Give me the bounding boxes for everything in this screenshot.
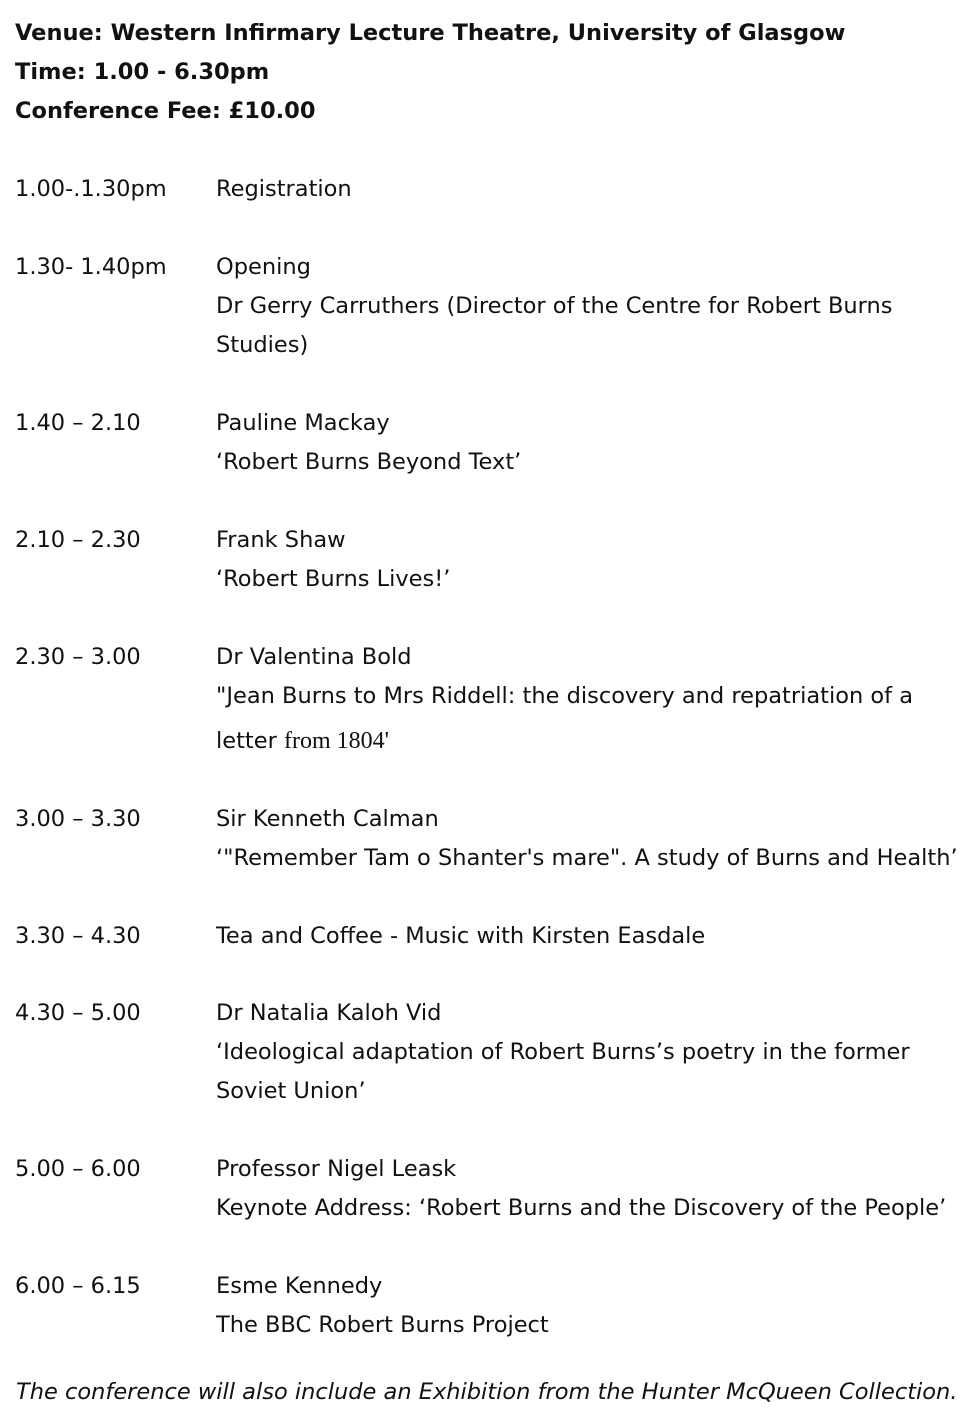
- schedule-time: 1.40 – 2.10: [15, 410, 141, 436]
- schedule-time: 3.00 – 3.30: [15, 806, 141, 832]
- time-line: Time: 1.00 - 6.30pm: [15, 59, 270, 85]
- schedule-line: Studies): [216, 332, 309, 358]
- schedule-time: 1.30- 1.40pm: [15, 254, 167, 280]
- schedule-detail: [216, 521, 956, 599]
- schedule-detail: [216, 1267, 956, 1345]
- schedule-line: Pauline Mackay: [216, 410, 390, 436]
- schedule-detail: [216, 994, 956, 1111]
- schedule-detail: [216, 404, 956, 482]
- schedule-line: ‘"Remember Tam o Shanter's mare". A study of Burns and Health’: [216, 845, 958, 871]
- schedule-time: 3.30 – 4.30: [15, 923, 141, 949]
- schedule-line: ‘Ideological adaptation of Robert Burns’s poetry in the former: [216, 1039, 910, 1065]
- schedule-line: Opening: [216, 254, 311, 280]
- schedule-line: The BBC Robert Burns Project: [216, 1312, 549, 1338]
- schedule-line: Registration: [216, 176, 352, 202]
- schedule-line: Keynote Address: ‘Robert Burns and the Discovery of the People’: [216, 1195, 947, 1221]
- schedule-line: Dr Valentina Bold: [216, 644, 412, 670]
- schedule-line: ‘Robert Burns Lives!’: [216, 566, 451, 592]
- schedule-line: Tea and Coffee - Music with Kirsten Easdale: [216, 923, 706, 949]
- schedule-line: Sir Kenneth Calman: [216, 806, 439, 832]
- venue-line: Venue: Western Infirmary Lecture Theatre, University of Glasgow: [15, 20, 846, 46]
- exhibition-note: The conference will also include an Exhibition from the Hunter McQueen Collection.: [16, 1379, 958, 1405]
- schedule-line: Dr Gerry Carruthers (Director of the Centre for Robert Burns: [216, 293, 893, 319]
- schedule-line: Frank Shaw: [216, 527, 346, 553]
- schedule-detail: [216, 638, 956, 761]
- schedule-time: 2.30 – 3.00: [15, 644, 141, 670]
- schedule-time: 5.00 – 6.00: [15, 1156, 141, 1182]
- schedule-line-part: from 1804': [283, 728, 389, 754]
- schedule-line: Dr Natalia Kaloh Vid: [216, 1000, 442, 1026]
- schedule-detail: [216, 248, 956, 365]
- schedule-line: Soviet Union’: [216, 1078, 366, 1104]
- schedule-line: Professor Nigel Leask: [216, 1156, 457, 1182]
- schedule-detail: [216, 170, 956, 209]
- schedule-line: Esme Kennedy: [216, 1273, 383, 1299]
- schedule-time: 4.30 – 5.00: [15, 1000, 141, 1026]
- schedule-detail: [216, 1150, 956, 1228]
- schedule-line: ‘Robert Burns Beyond Text’: [216, 449, 522, 475]
- schedule-detail: [216, 917, 956, 956]
- schedule-time: 2.10 – 2.30: [15, 527, 141, 553]
- fee-line: Conference Fee: £10.00: [15, 98, 316, 124]
- schedule-detail: [216, 800, 956, 878]
- schedule-line: [216, 722, 956, 761]
- schedule-line-part: letter: [216, 728, 284, 754]
- schedule-time: 1.00-.1.30pm: [15, 176, 167, 202]
- schedule-time: 6.00 – 6.15: [15, 1273, 141, 1299]
- schedule-line: "Jean Burns to Mrs Riddell: the discovery and repatriation of a: [216, 683, 914, 709]
